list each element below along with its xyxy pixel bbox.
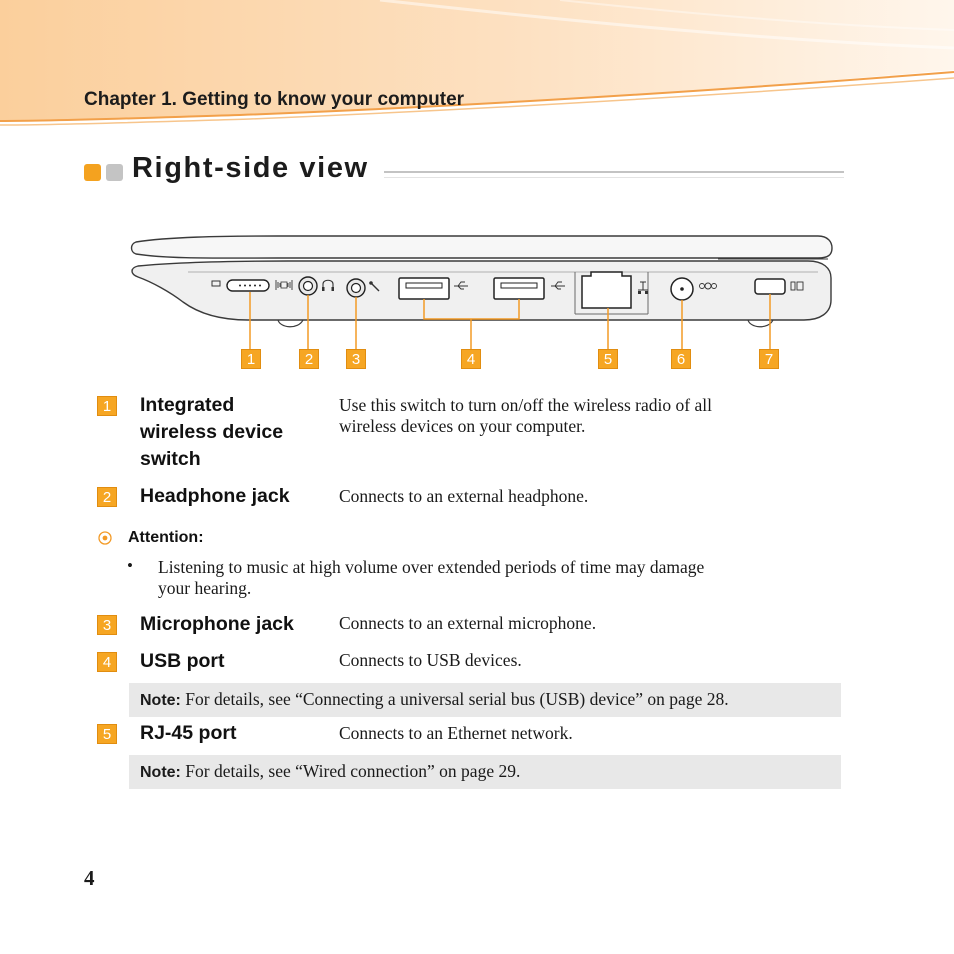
note-text: For details, see “Connecting a universal serial bus (USB) device” on page 28. <box>185 689 729 709</box>
term-line: RJ-45 port <box>140 722 237 744</box>
item-description <box>339 723 819 744</box>
header-band <box>0 0 954 132</box>
callout-3: 3 <box>346 349 366 369</box>
item-number: 4 <box>97 652 117 672</box>
page-number: 4 <box>84 866 95 890</box>
callout-6: 6 <box>671 349 691 369</box>
attention-line: Listening to music at high volume over extended periods of time may damage <box>158 557 705 577</box>
callout-1: 1 <box>241 349 261 369</box>
item-description <box>339 650 819 671</box>
desc-line: Connects to USB devices. <box>339 650 522 670</box>
item-term <box>140 611 330 638</box>
term-line: switch <box>140 448 201 470</box>
item-number: 3 <box>97 615 117 635</box>
item-description <box>339 486 819 507</box>
term-line: USB port <box>140 650 225 672</box>
item-term <box>140 483 330 510</box>
desc-line: Connects to an external headphone. <box>339 486 589 506</box>
term-line: Headphone jack <box>140 485 290 507</box>
term-line: Microphone jack <box>140 613 294 635</box>
item-number: 1 <box>97 396 117 416</box>
callout-2: 2 <box>299 349 319 369</box>
section-title: Right-side view <box>132 152 379 185</box>
desc-line: wireless devices on your computer. <box>339 416 586 436</box>
item-number: 5 <box>97 724 117 744</box>
note-label: Note: <box>140 692 181 709</box>
attention-label: Attention: <box>128 529 204 546</box>
section-rule <box>384 171 844 178</box>
gray-square-icon <box>106 164 123 181</box>
item-description <box>339 395 819 437</box>
callout-4: 4 <box>461 349 481 369</box>
attention-line: your hearing. <box>158 578 252 598</box>
note-label: Note: <box>140 764 181 781</box>
item-description <box>339 613 819 634</box>
attention-icon <box>98 531 112 545</box>
note-box <box>129 755 841 789</box>
callout-7: 7 <box>759 349 779 369</box>
section-heading <box>84 152 844 192</box>
right-side-view-figure <box>128 228 838 378</box>
attention-text <box>158 557 818 599</box>
desc-line: Connects to an external microphone. <box>339 613 597 633</box>
item-term <box>140 720 330 747</box>
desc-line: Connects to an Ethernet network. <box>339 723 573 743</box>
bullet: • <box>127 556 133 575</box>
note-box <box>129 683 841 717</box>
term-line: wireless device <box>140 421 284 443</box>
desc-line: Use this switch to turn on/off the wireless radio of all <box>339 395 712 415</box>
item-term <box>140 392 330 473</box>
item-number: 2 <box>97 487 117 507</box>
callout-5: 5 <box>598 349 618 369</box>
laptop-side-illustration <box>128 228 838 378</box>
chapter-title: Chapter 1. Getting to know your computer <box>84 89 465 110</box>
term-line: Integrated <box>140 394 235 416</box>
orange-square-icon <box>84 164 101 181</box>
item-term <box>140 648 330 675</box>
note-text: For details, see “Wired connection” on page 29. <box>185 761 521 781</box>
